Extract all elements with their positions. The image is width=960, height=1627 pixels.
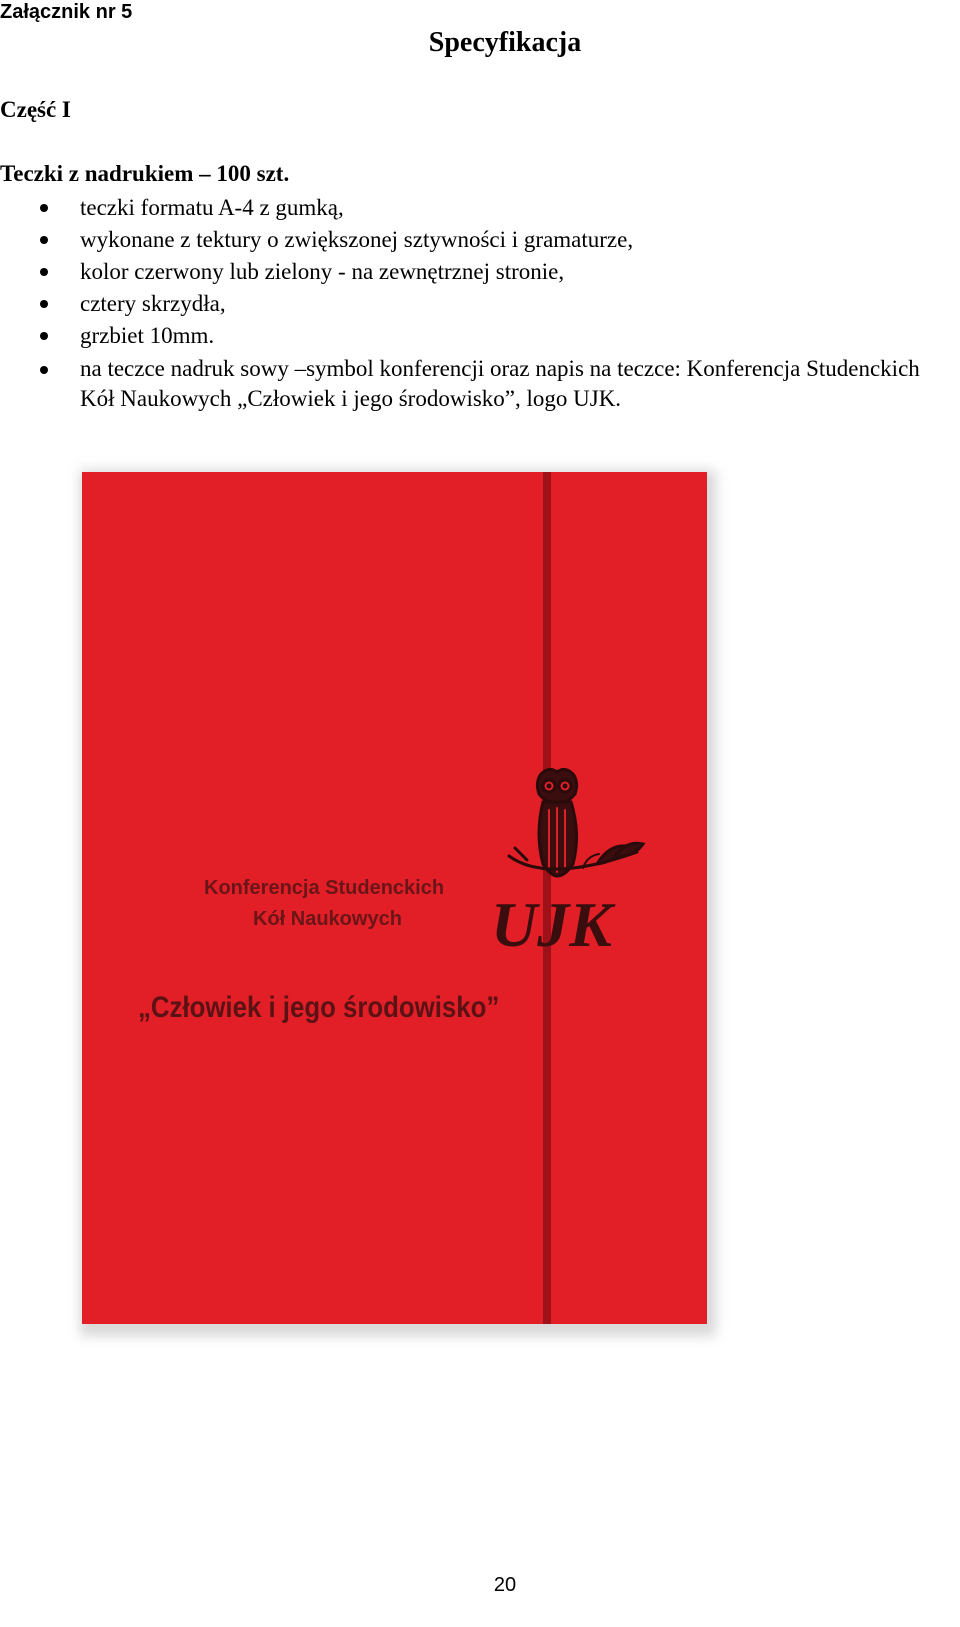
list-item <box>0 288 940 320</box>
folder-motto: „Człowiek i jego środowisko” <box>138 991 500 1024</box>
bullet-icon <box>40 204 48 212</box>
folder-conference-line1: Konferencja Studenckich <box>204 877 445 899</box>
list-item-text: wykonane z tektury o zwiększonej sztywności i gramaturze, <box>80 227 634 252</box>
list-item <box>0 320 940 352</box>
bullet-icon <box>40 332 48 340</box>
item-heading: Teczki z nadrukiem – 100 szt. <box>0 161 290 186</box>
list-item <box>0 224 940 256</box>
bullet-icon <box>40 300 48 308</box>
page-title: Specyfikacja <box>428 27 582 58</box>
folder-conference-line2: Kół Naukowych <box>253 908 402 930</box>
specification-list <box>0 192 940 414</box>
bullet-icon <box>40 236 48 244</box>
list-item-text: na teczce nadruk sowy –symbol konferencji oraz napis na teczce: Konferencja Studenckich Kół Naukowych „Człowiek i jego środowisko”, logo UJK. <box>80 356 920 411</box>
page-number: 20 <box>493 1574 517 1596</box>
folder-image <box>82 472 707 1324</box>
list-item-text: teczki formatu A-4 z gumką, <box>80 195 344 220</box>
list-item <box>0 256 940 288</box>
list-item <box>0 192 940 224</box>
owl-ujk-logo-icon <box>487 764 657 989</box>
list-item <box>0 354 940 414</box>
list-item-text: cztery skrzydła, <box>80 291 226 316</box>
bullet-icon <box>40 268 48 276</box>
part-heading: Część I <box>0 97 71 122</box>
list-item-text: grzbiet 10mm. <box>80 323 215 348</box>
logo-text: UJK <box>491 889 612 960</box>
attachment-label: Załącznik nr 5 <box>0 1 133 23</box>
list-item-text: kolor czerwony lub zielony - na zewnętrznej stronie, <box>80 259 565 284</box>
bullet-icon <box>40 366 48 374</box>
